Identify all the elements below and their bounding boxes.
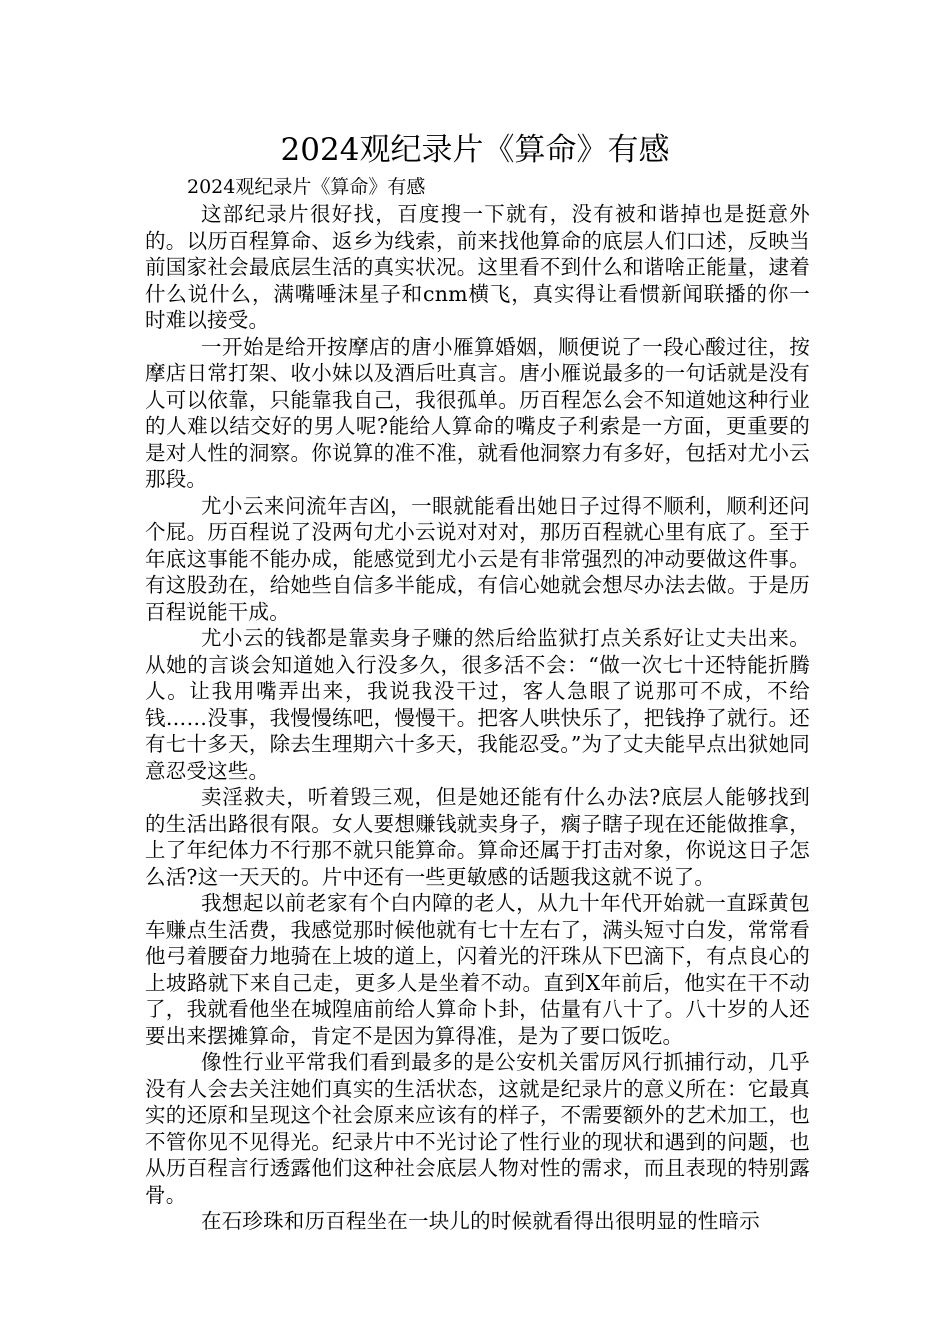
document-body: [145, 174, 810, 1235]
paragraph: 卖淫救夫，听着毁三观，但是她还能有什么办法?底层人能够找到的生活出路很有限。女人要想赚钱就卖身子，瘸子瞎子现在还能做推拿，上了年纪体力不行那不就只能算命。算命还属于打击对象，你说这日子怎么活?这一天天的。片中还有一些更敏感的话题我这就不说了。: [145, 785, 810, 889]
paragraph: 尤小云的钱都是靠卖身子赚的然后给监狱打点关系好让丈夫出来。从她的言谈会知道她入行没多久，很多活不会：“做一次七十还特能折腾人。让我用嘴弄出来，我说我没干过，客人急眼了说那可不成，不给钱……没事，我慢慢练吧，慢慢干。把客人哄快乐了，把钱挣了就行。还有七十多天，除去生理期六十多天，我能忍受。”为了丈夫能早点出狱她同意忍受这些。: [145, 626, 810, 783]
paragraph: 像性行业平常我们看到最多的是公安机关雷厉风行抓捕行动，几乎没有人会去关注她们真实的生活状态，这就是纪录片的意义所在：它最真实的还原和呈现这个社会原来应该有的样子，不需要额外的艺术加工，也不管你见不见得光。纪录片中不光讨论了性行业的现状和遇到的问题，也从历百程言行透露他们这种社会底层人物对性的需求，而且表现的特别露骨。: [145, 1050, 810, 1207]
paragraph: 一开始是给开按摩店的唐小雁算婚姻，顺便说了一段心酸过往，按摩店日常打架、收小妹以及酒后吐真言。唐小雁说最多的一句话就是没有人可以依靠，只能靠我自己，我很孤单。历百程怎么会不知道她这种行业的人难以结交好的男人呢?能给人算命的嘴皮子利索是一方面，更重要的是对人性的洞察。你说算的准不准，就看他洞察力有多好，包括对尤小云那段。: [145, 334, 810, 491]
paragraph: 我想起以前老家有个白内障的老人，从九十年代开始就一直踩黄包车赚点生活费，我感觉那时候他就有七十左右了，满头短寸白发，常常看他弓着腰奋力地骑在上坡的道上，闪着光的汗珠从下巴滴下，有点良心的上坡路就下来自己走，更多人是坐着不动。直到X年前后，他实在干不动了，我就看他坐在城隍庙前给人算命卜卦，估量有八十了。八十岁的人还要出来摆摊算命，肯定不是因为算得准，是为了要口饭吃。: [145, 891, 810, 1048]
paragraph: 在石珍珠和历百程坐在一块儿的时候就看得出很明显的性暗示: [201, 1209, 760, 1233]
document-title: 2024观纪录片《算命》有感: [280, 132, 670, 168]
paragraph: 尤小云来问流年吉凶，一眼就能看出她日子过得不顺利，顺利还问个屁。历百程说了没两句尤小云说对对对，那历百程就心里有底了。至于年底这事能不能办成，能感觉到尤小云是有非常强烈的冲动要做这件事。有这股劲在，给她些自信多半能成，有信心她就会想尽办法去做。于是历百程说能干成。: [145, 493, 810, 624]
document-subtitle: 2024观纪录片《算命》有感: [187, 176, 426, 198]
paragraph: 这部纪录片很好找，百度搜一下就有，没有被和谐掉也是挺意外的。以历百程算命、返乡为线索，前来找他算命的底层人们口述，反映当前国家社会最底层生活的真实状况。这里看不到什么和谐啥正能量，逮着什么说什么，满嘴唾沫星子和cnm横飞，真实得让看惯新闻联播的你一时难以接受。: [145, 202, 810, 332]
